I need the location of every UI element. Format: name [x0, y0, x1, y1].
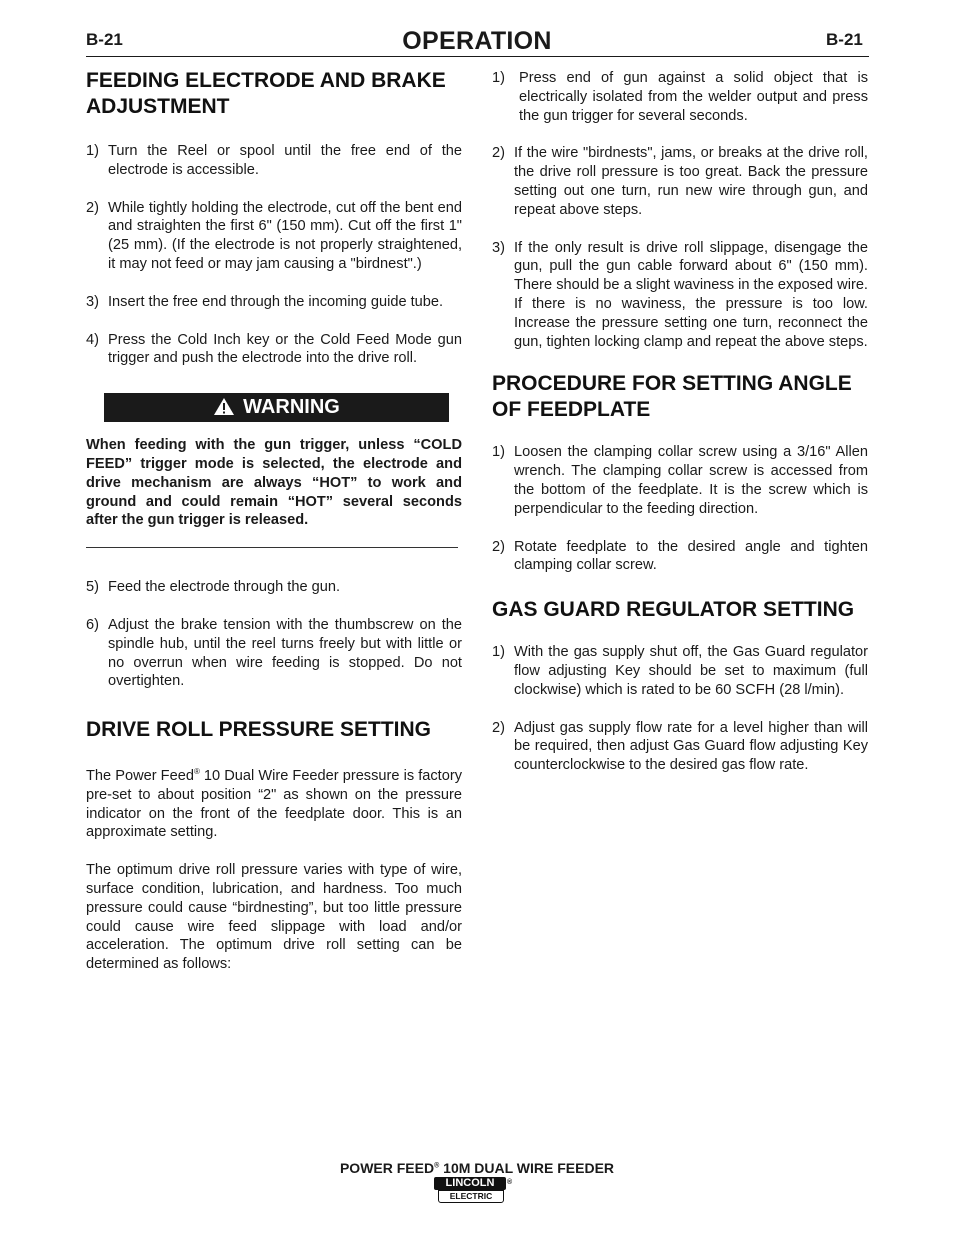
list-item: 1) Turn the Reel or spool until the free end of the electrode is accessible.: [86, 143, 462, 178]
list-item: 1) Press end of gun against a solid object that is electrically isolated from the welder output and press the gun trigger for several seconds.: [492, 70, 868, 124]
page-title: OPERATION: [402, 27, 552, 55]
feedplate-steps: [492, 443, 868, 575]
drive-roll-paragraph-2: The optimum drive roll pressure varies with type of wire, surface condition, lubrication, and hardness. Too much pressure could cause “birdnesting”, but too little pressure could cause wire feed slippage with load and/or acceleration. The optimum drive roll setting can be determined as follows:: [86, 862, 462, 973]
list-item: 4) Press the Cold Inch key or the Cold Feed Mode gun trigger and push the electrode into the drive roll.: [86, 331, 462, 367]
lincoln-electric-logo: LINCOLN ELECTRIC ®: [434, 1177, 506, 1203]
list-item: 3) If the only result is drive roll slippage, disengage the gun, pull the gun cable forward about 6" (150 mm). There should be a slight waviness in the exposed wire. If there is no waviness, the pressure is too low. Increase the pressure setting one turn, reconnect the gun, tighten locking clamp and repeat the above steps.: [492, 239, 868, 350]
drive-roll-steps: [492, 69, 868, 351]
page-number-left: B-21: [86, 30, 123, 49]
list-item: 2) If the wire "birdnests", jams, or breaks at the drive roll, the drive roll pressure is too great. Back the pressure setting out one turn, run new wire through gun, and repeat above steps.: [492, 145, 868, 218]
list-item: 2) Rotate feedplate to the desired angle and tighten clamping collar screw.: [492, 538, 868, 574]
list-item: 3) Insert the free end through the incoming guide tube.: [86, 293, 444, 310]
list-item: 6) Adjust the brake tension with the thumbscrew on the spindle hub, until the reel turns freely but with little or no overrun when wire feeding is stopped. Do not overtighten.: [86, 616, 462, 690]
page-number-right: B-21: [826, 30, 863, 49]
list-item: 1) With the gas supply shut off, the Gas Guard regulator flow adjusting Key should be set to maximum (full clockwise) which is rated to be 60 SCFH (28 l/min).: [492, 644, 868, 698]
warning-triangle-icon: [213, 397, 235, 416]
section-heading-feeding: FEEDING ELECTRODE AND BRAKE ADJUSTMENT: [86, 69, 446, 118]
divider: [86, 547, 458, 548]
feeding-steps: [86, 142, 462, 368]
drive-roll-paragraph-1: The Power Feed® 10 Dual Wire Feeder pressure is factory pre-set to about position “2" as shown on the pressure indicator on the front of the feedplate door. This is an approximate setting.: [86, 767, 462, 841]
section-heading-gas-guard: GAS GUARD REGULATOR SETTING: [492, 598, 855, 622]
warning-banner: [104, 393, 449, 422]
section-heading-drive-roll: DRIVE ROLL PRESSURE SETTING: [86, 718, 431, 742]
list-item: 1) Loosen the clamping collar screw using a 3/16" Allen wrench. The clamping collar screw is accessed from the bottom of the feedplate. It is the screw which is perpendicular to the feeding direction.: [492, 444, 868, 517]
footer-product-title: POWER FEED® 10M DUAL WIRE FEEDER: [339, 1160, 615, 1176]
warning-text: When feeding with the gun trigger, unless “COLD FEED” trigger mode is selected, the electrode and drive mechanism are always “HOT” to work and ground and could remain “HOT” several seconds after the gun trigger is released.: [86, 437, 462, 529]
left-column: [86, 68, 462, 974]
list-item: 2) While tightly holding the electrode, cut off the bent end and straighten the first 6" (150 mm). Cut off the first 1" (25 mm). (If the electrode is not properly straightened, it may not feed or may jam causing a "birdnest".): [86, 199, 462, 272]
section-heading-feedplate-angle: PROCEDURE FOR SETTING ANGLE OF FEEDPLATE: [492, 372, 852, 422]
warning-label: WARNING: [243, 396, 340, 419]
list-item: 2) Adjust gas supply flow rate for a level higher than will be required, then adjust Gas Guard flow adjusting Key counterclockwise to the desired gas flow rate.: [492, 719, 868, 774]
gas-guard-steps: [492, 643, 868, 775]
title-rule: [86, 56, 869, 57]
right-column: [492, 68, 868, 775]
list-item: 5) Feed the electrode through the gun.: [86, 579, 341, 596]
feeding-steps-continued: [86, 578, 462, 691]
